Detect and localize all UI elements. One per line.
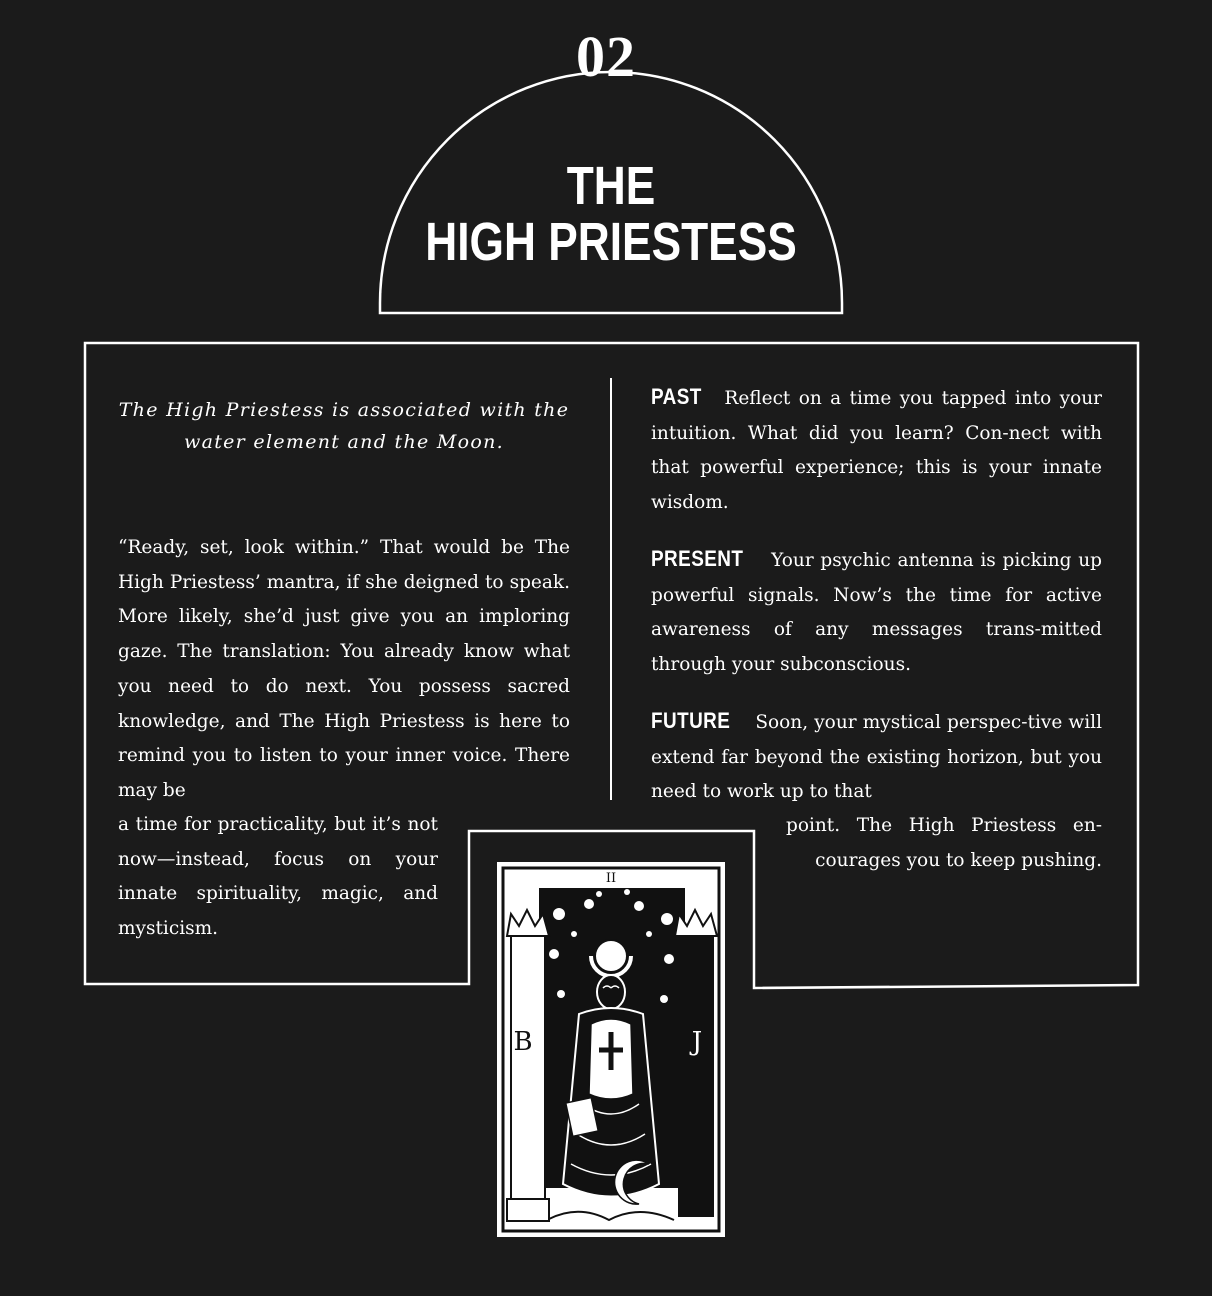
future-text: Soon, your mystical perspec-tive will extend far beyond the existing horizon, but you need to work up to that <box>651 712 1102 803</box>
card-numeral: II <box>605 871 617 886</box>
reading-past <box>651 380 1102 521</box>
pillar-letter-b: B <box>513 1027 533 1057</box>
card-title <box>422 158 801 270</box>
past-text: Reflect on a time you tapped into your intuition. What did you learn? Con-nect with that powerful experience; this is your innate wisdom. <box>651 388 1102 514</box>
card-number: 02 <box>576 24 636 89</box>
reading-future-continued: point. The High Priestess en-courages you to keep pushing. <box>786 815 1102 871</box>
card-title-line1: THE <box>566 156 656 216</box>
past-label: PAST <box>651 384 702 409</box>
present-text: Your psychic antenna is picking up powerful signals. Now’s the time for active awareness of any messages trans-mitted through your subconscious. <box>651 550 1102 676</box>
card-title-line2: HIGH PRIESTESS <box>425 212 797 272</box>
description-paragraph: “Ready, set, look within.” That would be The High Priestess’ mantra, if she deigned to speak. More likely, she’d just give you an imploring gaze. The translation: You already know what you need to do next. You possess sacred knowledge, and The High Priestess is here to remind you to listen to your inner voice. There may be <box>118 537 570 801</box>
reading-present <box>651 542 1102 683</box>
present-label: PRESENT <box>651 546 744 571</box>
future-label: FUTURE <box>651 708 731 733</box>
high-priestess-illustration <box>499 864 723 1235</box>
reading-future <box>651 704 1102 810</box>
description-paragraph-continued: a time for practicality, but it’s not now—instead, focus on your innate spirituality, magic, and mysticism. <box>118 814 438 940</box>
intro-text: The High Priestess is associated with the water element and the Moon. <box>118 399 570 453</box>
pillar-letter-j: J <box>691 1027 703 1057</box>
high-priestess-card-image <box>497 862 725 1237</box>
